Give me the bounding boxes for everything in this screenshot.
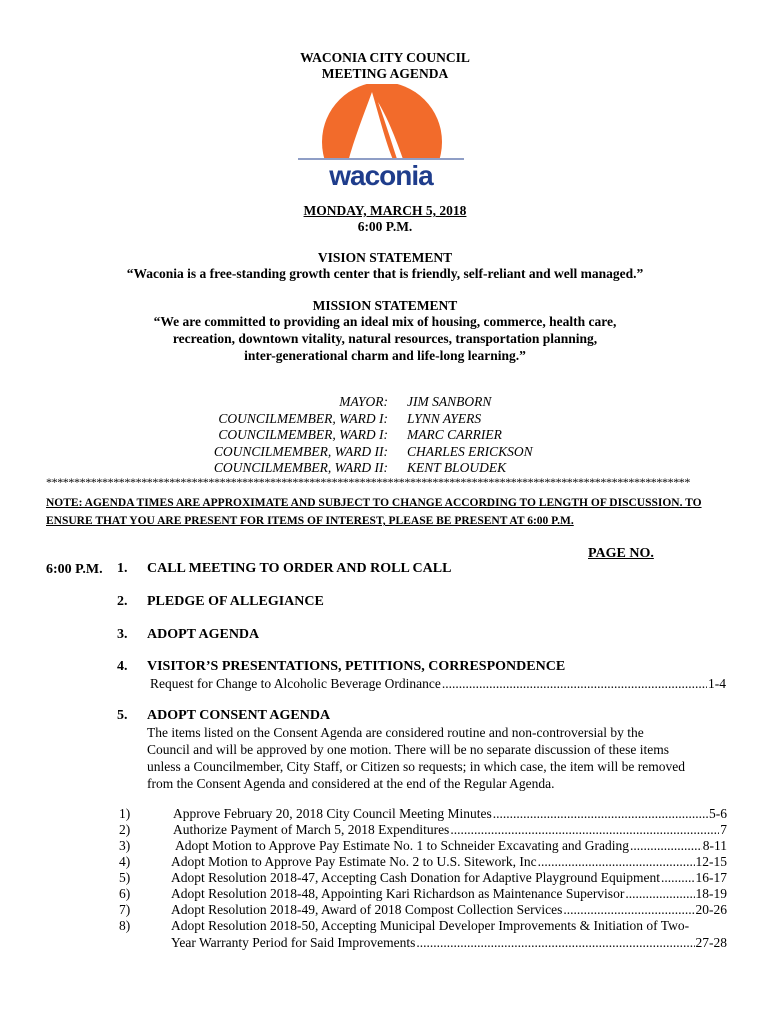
agenda-item-title: CALL MEETING TO ORDER AND ROLL CALL <box>147 561 452 576</box>
consent-item <box>119 918 727 934</box>
agenda-item-title: VISITOR’S PRESENTATIONS, PETITIONS, CORRESPONDENCE <box>147 659 566 674</box>
consent-item-text: Adopt Motion to Approve Pay Estimate No. 2 to U.S. Sitework, Inc <box>171 854 537 869</box>
consent-item <box>119 870 727 886</box>
council-title: WACONIA CITY COUNCIL <box>300 50 470 65</box>
agenda-item-number: 5. <box>117 708 128 723</box>
subitem-page: 1-4 <box>708 676 726 691</box>
consent-item <box>119 854 727 870</box>
consent-item-text: Authorize Payment of March 5, 2018 Expenditures <box>173 822 450 837</box>
consent-item <box>119 806 727 822</box>
consent-item-number: 7) <box>119 902 131 917</box>
agenda-start-time: 6:00 P.M. <box>46 562 103 577</box>
consent-item-number: 2) <box>119 822 131 837</box>
agenda-title: MEETING AGENDA <box>321 66 449 81</box>
consent-item-page: 12-15 <box>695 854 727 869</box>
consent-item-page: 27-28 <box>695 935 727 950</box>
agenda-item-number: 1. <box>117 561 128 576</box>
vision-heading: VISION STATEMENT <box>317 250 453 265</box>
official-name: CHARLES ERICKSON <box>407 443 533 459</box>
agenda-item-title: ADOPT AGENDA <box>147 627 260 642</box>
meeting-date: MONDAY, MARCH 5, 2018 <box>303 203 467 218</box>
consent-item-row <box>171 886 727 902</box>
dot-leader <box>625 886 694 902</box>
dot-leader <box>450 822 719 838</box>
official-row <box>0 460 770 477</box>
vision-text: “Waconia is a free-standing growth center that is friendly, self-reliant and well managed.” <box>126 266 644 281</box>
consent-intro-line: from the Consent Agenda and considered at the end of the Regular Agenda. <box>147 776 555 791</box>
consent-item-number: 4) <box>119 854 131 869</box>
consent-item <box>119 838 727 854</box>
waconia-logo <box>294 84 468 192</box>
mission-line-1: “We are committed to providing an ideal mix of housing, commerce, health care, <box>153 314 617 329</box>
asterisk-separator: ******************************************************************************************************************* <box>46 476 691 488</box>
consent-item-row <box>171 854 727 870</box>
agenda-item-number: 3. <box>117 627 128 642</box>
consent-item-text: Adopt Resolution 2018-47, Accepting Cash Donation for Adaptive Playground Equipment <box>171 870 660 885</box>
consent-item-text: Adopt Resolution 2018-50, Accepting Municipal Developer Improvements & Initiation of Two- <box>171 918 690 933</box>
official-title: COUNCILMEMBER, WARD I: <box>218 410 388 426</box>
official-name: MARC CARRIER <box>407 427 502 442</box>
official-row <box>0 427 770 444</box>
page-no-header: PAGE NO. <box>588 546 654 561</box>
consent-item <box>119 902 727 918</box>
consent-intro-line: The items listed on the Consent Agenda are considered routine and non-controversial by the <box>147 725 644 740</box>
consent-item <box>119 822 727 838</box>
consent-item-page: 8-11 <box>702 838 727 853</box>
official-row <box>0 394 770 411</box>
note-line-1: NOTE: AGENDA TIMES ARE APPROXIMATE AND SUBJECT TO CHANGE ACCORDING TO LENGTH OF DISCUSSION. TO <box>46 497 702 509</box>
consent-item <box>119 886 727 902</box>
agenda-subitem <box>150 676 726 692</box>
consent-item-text: Adopt Motion to Approve Pay Estimate No. 1 to Schneider Excavating and Grading <box>175 838 630 853</box>
official-name: LYNN AYERS <box>407 410 482 426</box>
consent-item-number: 5) <box>119 870 131 885</box>
official-name: KENT BLOUDEK <box>407 460 507 475</box>
official-name: JIM SANBORN <box>407 394 492 409</box>
consent-item-number: 3) <box>119 838 131 853</box>
dot-leader <box>416 935 694 951</box>
consent-item-page: 7 <box>720 822 727 837</box>
consent-item-continuation <box>171 935 727 951</box>
consent-item-number: 1) <box>119 806 131 821</box>
consent-item-page: 18-19 <box>695 886 727 901</box>
meeting-time: 6:00 P.M. <box>357 219 413 234</box>
consent-intro-line: unless a Councilmember, City Staff, or Citizen so requests; in which case, the item will be removed <box>147 759 685 774</box>
consent-item-row <box>171 870 727 886</box>
dot-leader <box>442 676 707 692</box>
consent-intro-line: Council and will be approved by one motion. There will be no separate discussion of these items <box>147 742 670 757</box>
mission-heading: MISSION STATEMENT <box>312 298 458 313</box>
official-title: COUNCILMEMBER, WARD II: <box>213 460 388 475</box>
dot-leader <box>493 806 708 822</box>
official-row <box>0 411 770 428</box>
consent-item-number: 8) <box>119 918 131 933</box>
consent-item-text: Adopt Resolution 2018-49, Award of 2018 Compost Collection Services <box>171 902 563 917</box>
consent-item-row <box>173 806 727 822</box>
official-title: MAYOR: <box>339 394 388 409</box>
dot-leader <box>630 838 702 854</box>
agenda-item-title: PLEDGE OF ALLEGIANCE <box>147 594 324 609</box>
agenda-item-number: 4. <box>117 659 128 674</box>
subitem-text: Request for Change to Alcoholic Beverage Ordinance <box>150 676 441 691</box>
consent-item-text: Adopt Resolution 2018-48, Appointing Kari Richardson as Maintenance Supervisor <box>171 886 625 901</box>
dot-leader <box>538 854 695 870</box>
consent-item-number: 6) <box>119 886 131 901</box>
agenda-item-title: ADOPT CONSENT AGENDA <box>147 708 331 723</box>
official-title: COUNCILMEMBER, WARD II: <box>213 443 388 459</box>
consent-item-text: Year Warranty Period for Said Improvements <box>171 935 416 950</box>
mission-line-3: inter-generational charm and life-long learning.” <box>244 348 526 363</box>
consent-item-text: Approve February 20, 2018 City Council Meeting Minutes <box>173 806 492 821</box>
agenda-item-number: 2. <box>117 594 128 609</box>
dot-leader <box>661 870 695 886</box>
consent-item-page: 20-26 <box>695 902 727 917</box>
official-row <box>0 444 770 461</box>
consent-item-page: 16-17 <box>695 870 727 885</box>
official-title: COUNCILMEMBER, WARD I: <box>218 427 388 442</box>
consent-item-row <box>173 822 727 838</box>
dot-leader <box>563 902 694 918</box>
consent-item-row <box>171 902 727 918</box>
mission-line-2: recreation, downtown vitality, natural resources, transportation planning, <box>172 331 598 346</box>
note-line-2: ENSURE THAT YOU ARE PRESENT FOR ITEMS OF INTEREST, PLEASE BE PRESENT AT 6:00 P.M. <box>46 515 574 527</box>
consent-item-row <box>175 838 727 854</box>
logo-wordmark: waconia <box>329 160 433 191</box>
consent-item-page: 5-6 <box>709 806 727 821</box>
